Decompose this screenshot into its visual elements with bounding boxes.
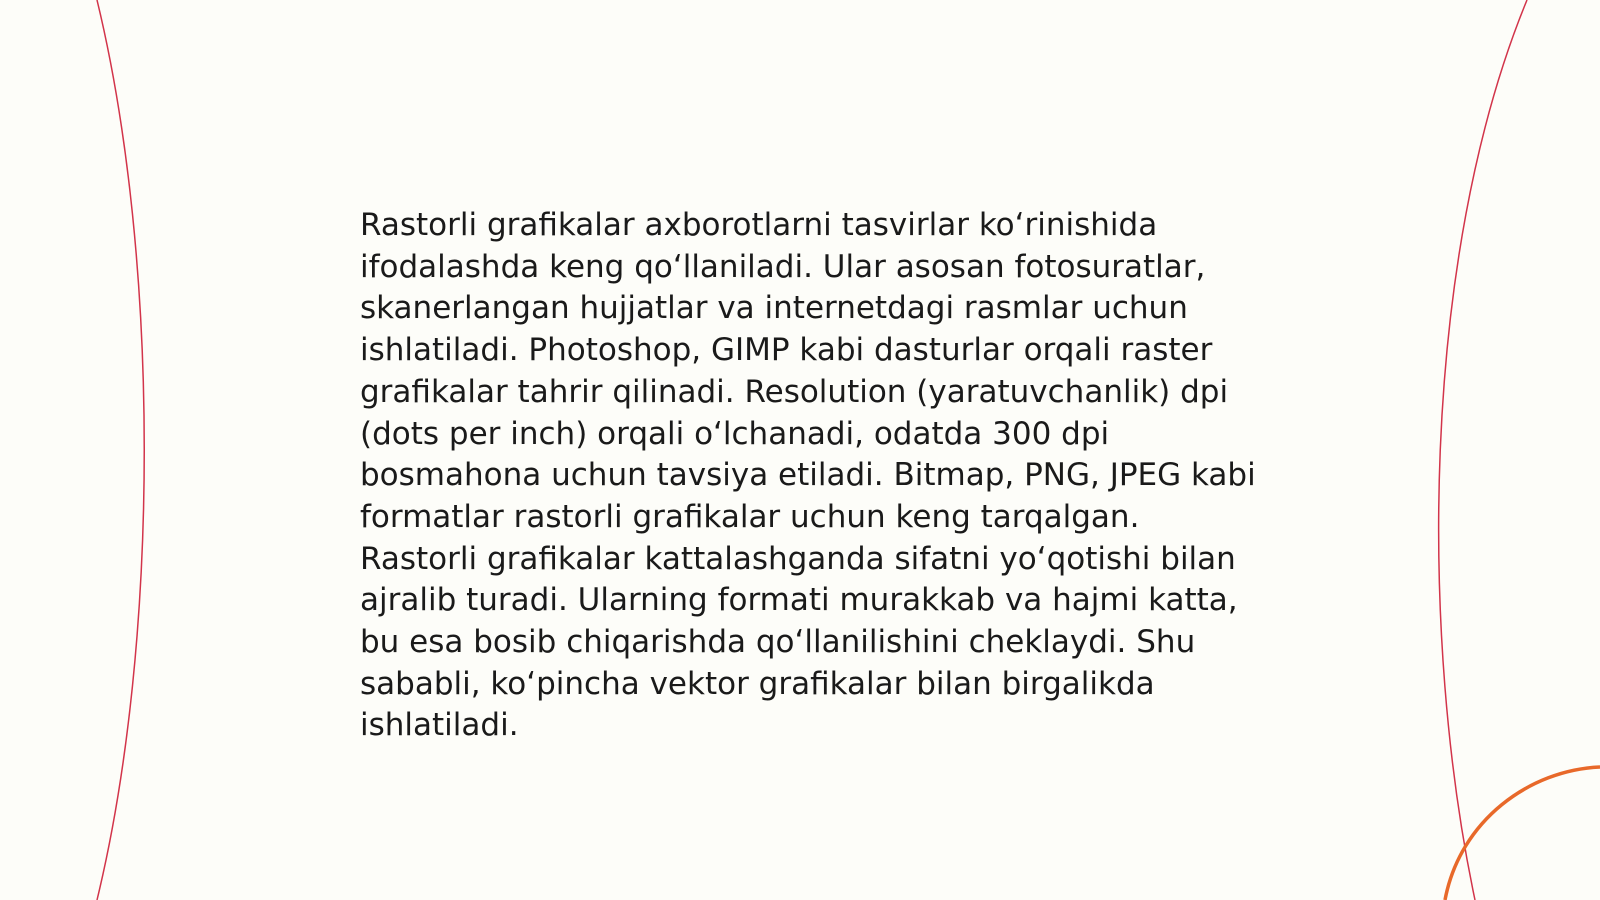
right-curve-line [1439,0,1527,900]
bottom-right-arc [1445,767,1600,900]
body-paragraph: Rastorli grafikalar axborotlarni tasvirlar ko‘rinishida ifodalashda keng qo‘llaniladi. Ular asosan fotosuratlar, skanerlangan hujjatlar va internetdagi rasmlar uchun ishlatiladi. Photoshop, GIMP kabi dasturlar orqali raster grafikalar tahrir qilinadi. Resolution (yaratuvchanlik) dpi (dots per inch) orqali o‘lchanadi, odatda 300 dpi bosmahona uchun tavsiya etiladi. Bitmap, PNG, JPEG kabi formatlar rastorli grafikalar uchun keng tarqalgan. Rastorli grafikalar kattalashganda sifatni yo‘qotishi bilan ajralib turadi. Ularning formati murakkab va hajmi katta, bu esa bosib chiqarishda qo‘llanilishini cheklaydi. Shu sababli, ko‘pincha vektor grafikalar bilan birgalikda ishlatiladi. [360,207,1256,744]
left-curve-line [97,0,144,900]
